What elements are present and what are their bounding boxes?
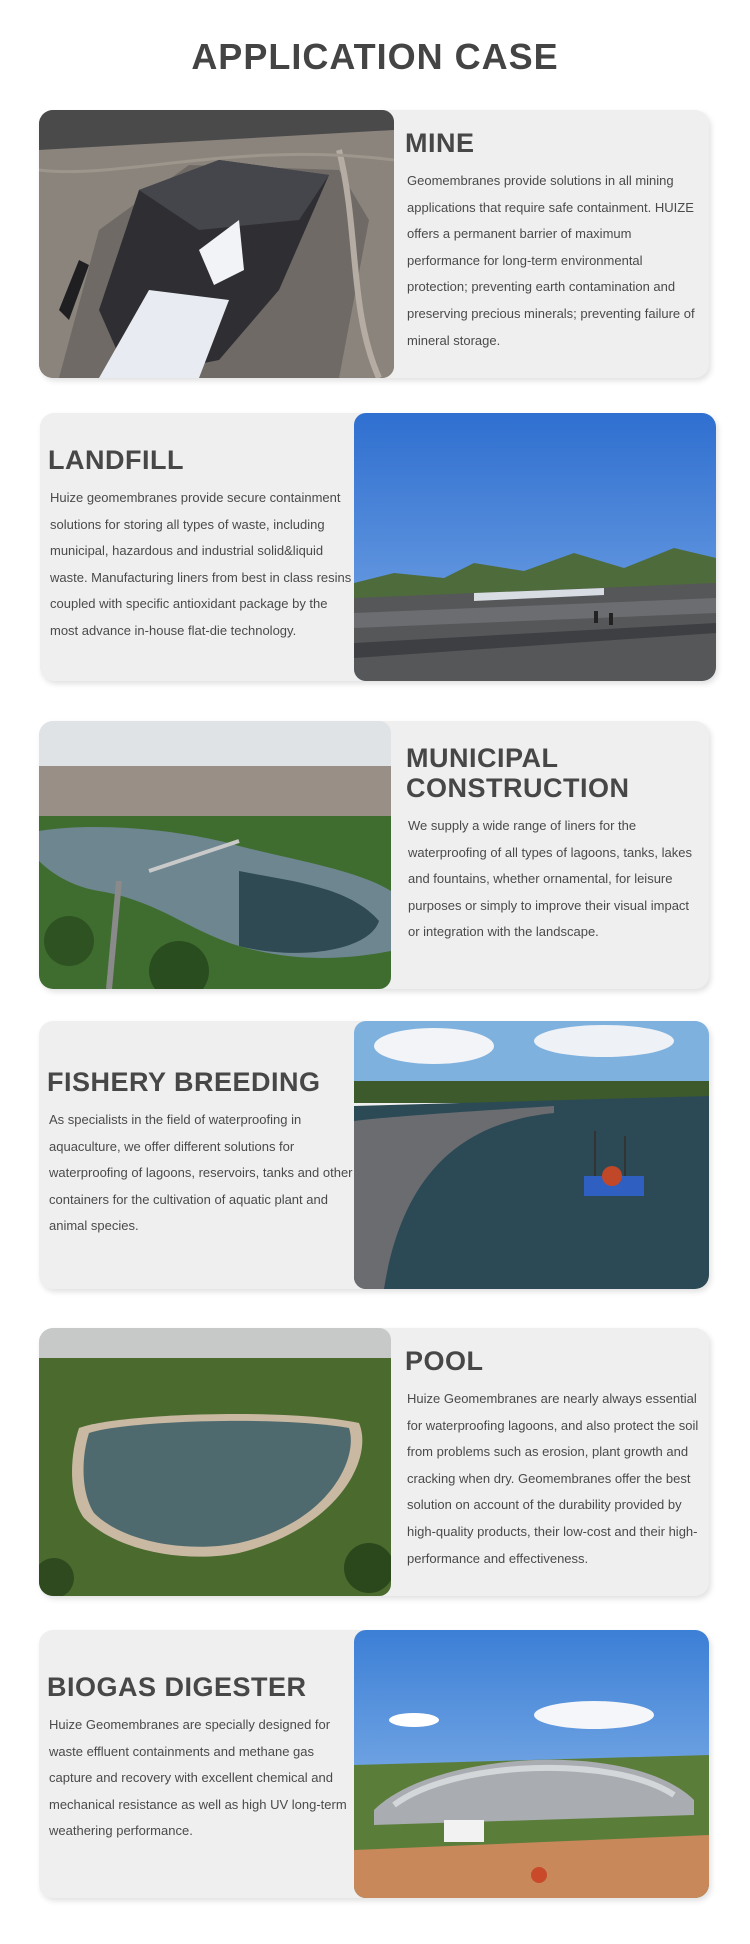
case-description: Huize Geomembranes are nearly always essential for waterproofing lagoons, and also protect the soil from problems such as erosion, plant growth and cracking when dry. Geomembranes offer the best solution on account of the durability provided by high-quality products, their low-cost and their high-performance and effectiveness. [407, 1391, 699, 1566]
case-title: MUNICIPAL CONSTRUCTION [406, 743, 630, 803]
mine-photo [39, 110, 394, 378]
fish-pond-photo [354, 1021, 709, 1289]
case-card-pool [39, 1328, 709, 1596]
biogas-dome-photo [354, 1630, 709, 1898]
case-description: Huize geomembranes provide secure containment solutions for storing all types of waste, including municipal, hazardous and industrial solid&liquid waste. Manufacturing liners from best in class resins coupled with specific antioxidant package by the most advance in-house flat-die technology. [50, 490, 352, 638]
reservoir-photo [39, 1328, 391, 1596]
case-card-biogas-digester [39, 1630, 709, 1898]
landfill-photo [354, 413, 716, 681]
case-title: FISHERY BREEDING [47, 1067, 321, 1097]
case-card-fishery-breeding [39, 1021, 709, 1289]
case-title: BIOGAS DIGESTER [47, 1672, 307, 1702]
case-title: MINE [405, 128, 475, 158]
case-title: LANDFILL [48, 445, 184, 475]
case-description: As specialists in the field of waterproofing in aquaculture, we offer different solutions for waterproofing of lagoons, reservoirs, tanks and other containers for the cultivation of aquatic plant and animal species. [49, 1112, 353, 1234]
case-description: Huize Geomembranes are specially designed for waste effluent containments and methane gas capture and recovery with excellent chemical and mechanical resistance as well as high UV long-term weathering performance. [49, 1717, 347, 1839]
case-description: We supply a wide range of liners for the waterproofing of all types of lagoons, tanks, lakes and fountains, whether ornamental, for leisure purposes or simply to improve their visual impact or integration with the landscape. [408, 818, 692, 940]
case-card-municipal-construction [39, 721, 709, 989]
lake-photo [39, 721, 391, 989]
page-title: APPLICATION CASE [191, 36, 559, 77]
case-card-mine [39, 110, 709, 378]
case-card-landfill [40, 413, 716, 681]
case-description: Geomembranes provide solutions in all mining applications that require safe containment. HUIZE offers a permanent barrier of maximum performance for long-term environmental protection; preventing earth contamination and preserving precious minerals; preventing failure of mineral storage. [407, 173, 695, 348]
case-title: POOL [405, 1346, 484, 1376]
